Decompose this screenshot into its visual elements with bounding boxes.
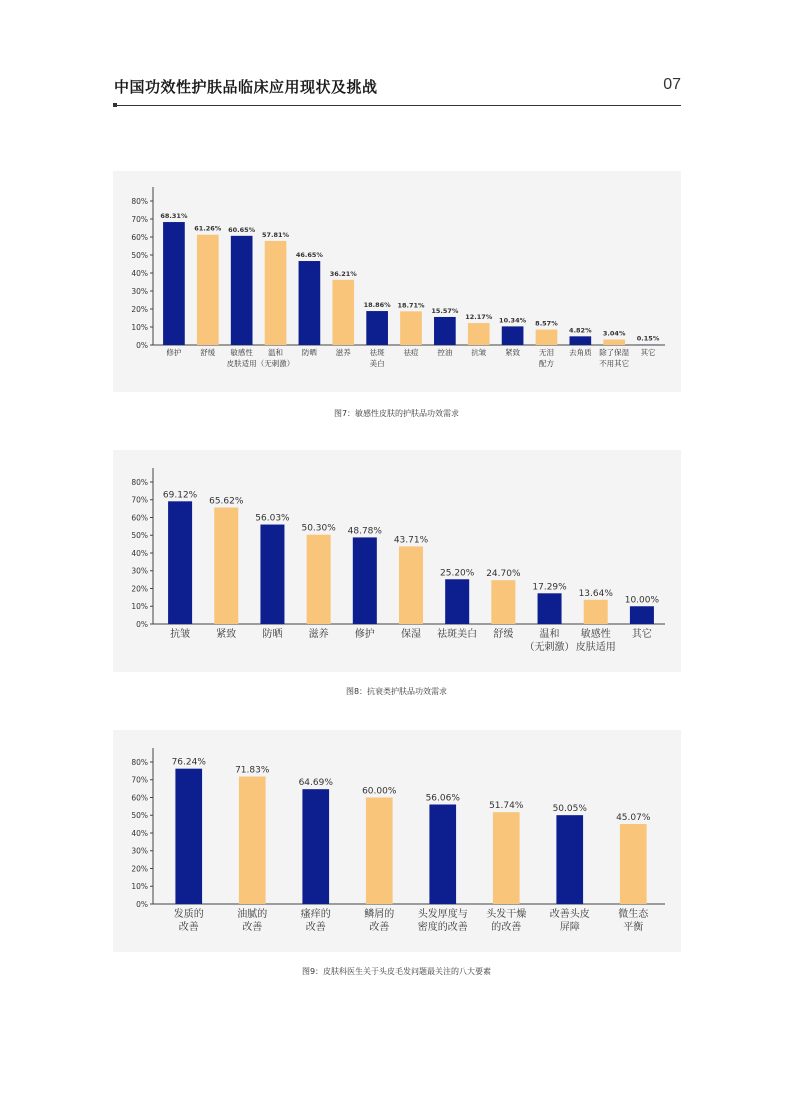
y-tick-label: 10% [131,602,148,612]
y-tick-label: 40% [131,548,148,558]
header-rule-dot [113,103,117,107]
data-label: 24.70% [486,569,521,580]
page-title: 中国功效性护肤品临床应用现状及挑战 [114,78,378,96]
y-tick-label: 0% [136,899,148,909]
category-label: 修护 [354,629,375,640]
data-label: 12.17% [465,313,493,322]
y-tick-label: 40% [131,268,148,278]
y-tick-label: 80% [131,477,148,487]
bar [630,606,654,624]
category-label: 鳞屑的 [364,909,395,920]
category-label: 改善 [369,922,390,933]
data-label: 48.78% [347,526,382,537]
data-label: 15.57% [431,306,459,315]
category-label: 祛斑美白 [437,629,478,640]
bar-chart-fig8 [113,450,681,672]
chart-panel-fig7 [113,171,681,392]
category-label: 其它 [631,629,652,640]
data-label: 51.74% [489,801,524,812]
data-label: 17.29% [532,582,567,593]
y-tick-label: 30% [131,566,148,576]
data-label: 10.34% [499,316,527,325]
bar [429,804,456,904]
data-label: 4.82% [569,326,592,335]
category-label: 头发厚度与 [417,909,468,920]
category-label: 改善 [305,922,326,933]
y-tick-label: 80% [131,196,148,206]
y-tick-label: 70% [131,214,148,224]
category-label: 密度的改善 [417,922,468,933]
data-label: 13.64% [578,588,613,599]
bar [163,222,185,345]
bar [400,311,422,345]
category-label: 无泪 [538,348,554,357]
y-tick-label: 10% [131,322,148,332]
data-label: 18.71% [397,301,425,310]
y-tick-label: 80% [131,757,148,767]
category-label: 头发干燥 [486,909,527,920]
bar [231,236,253,345]
data-label: 57.81% [261,230,290,239]
bar [569,336,591,345]
category-label: 紧致 [505,348,521,357]
caption-fig9: 图9：皮肤科医生关于头皮毛发问题最关注的八大要素 [301,967,492,976]
caption-fig7: 图7：敏感性皮肤的护肤品功效需求 [333,409,460,418]
data-label: 25.20% [440,568,475,579]
bar [168,501,192,624]
category-label: 控油 [437,348,453,357]
category-label: 防晒 [301,348,317,357]
category-label: 保湿 [401,629,421,640]
bar [265,241,287,345]
bar [434,317,456,345]
y-tick-label: 60% [131,793,148,803]
page-header [114,72,681,108]
category-label: 滋养 [308,629,329,640]
bar-chart-fig7 [113,171,681,392]
bar [584,600,608,624]
category-label: 温和 [539,629,560,640]
caption-fig8: 图8：抗衰类护肤品功效需求 [345,687,448,696]
category-label: 不用其它 [599,359,630,368]
y-tick-label: 30% [131,846,148,856]
data-label: 46.65% [295,251,323,260]
bar [556,815,583,904]
bar [620,824,647,904]
category-label: 改善 [178,922,199,933]
y-tick-label: 20% [131,864,148,874]
bar [366,311,388,345]
bar [307,535,331,624]
data-label: 68.31% [160,212,188,221]
bar [175,769,202,904]
category-label: 温和 [268,348,284,357]
data-label: 76.24% [171,757,206,768]
bar [502,326,524,345]
y-tick-label: 50% [131,250,148,260]
y-tick-label: 70% [131,775,148,785]
category-label: 发质的 [173,909,204,920]
bar [445,579,469,624]
category-label: 改善 [242,922,263,933]
bar [468,323,490,345]
category-label: 敏感性 [230,348,253,357]
category-label: 瘙痒的 [300,909,331,920]
bar [260,525,284,624]
category-label: 其它 [640,348,656,357]
y-tick-label: 70% [131,495,148,505]
category-label: 修护 [166,348,182,357]
category-label: 油腻的 [237,909,268,920]
bar [299,261,321,345]
data-label: 8.57% [535,319,558,328]
y-tick-label: 0% [136,340,148,350]
y-tick-label: 50% [131,811,148,821]
y-tick-label: 0% [136,619,148,629]
data-label: 56.06% [425,793,460,804]
data-label: 10.00% [624,595,660,606]
category-label: 祛斑 [369,348,385,357]
data-label: 36.21% [329,269,357,278]
page-number: 07 [663,76,681,93]
category-label: 改善头皮 [549,909,590,920]
bar-chart-fig9 [113,730,681,952]
category-label: 平衡 [623,922,644,933]
data-label: 56.03% [255,513,290,524]
category-label: （无刺激） [524,642,575,653]
data-label: 64.69% [298,778,333,789]
data-label: 69.12% [162,490,198,501]
data-label: 18.86% [363,301,391,310]
category-label: 抗皱 [471,348,487,357]
category-label: 防晒 [262,629,283,640]
bar [493,812,520,904]
category-label: 滋养 [335,348,351,357]
bar [353,537,377,624]
bar [197,235,219,345]
category-label: 舒缓 [200,348,216,357]
bar [538,593,562,624]
category-label: （无刺激） [256,359,295,368]
data-label: 61.26% [194,224,222,233]
chart-panel-fig9 [113,730,681,952]
category-label: 美白 [369,359,385,368]
category-label: 抗皱 [170,629,191,640]
bar [239,777,266,904]
y-tick-label: 60% [131,232,148,242]
bar [491,580,515,624]
category-label: 敏感性 [580,629,611,640]
bar [366,798,393,905]
category-label: 舒缓 [493,629,514,640]
bar [214,508,238,624]
bar [302,789,329,904]
data-label: 65.62% [209,496,244,507]
y-tick-label: 30% [131,286,148,296]
data-label: 43.71% [393,535,429,546]
data-label: 71.83% [235,765,270,776]
header-rule [114,105,681,106]
category-label: 配方 [538,359,554,368]
category-label: 的改善 [491,922,522,933]
bar [399,546,423,624]
data-label: 50.05% [552,804,587,815]
data-label: 45.07% [616,813,651,824]
y-tick-label: 50% [131,531,148,541]
category-label: 皮肤适用 [575,642,616,653]
bar [536,330,558,345]
y-tick-label: 40% [131,828,148,838]
category-label: 微生态 [618,909,649,920]
chart-panel-fig8 [113,450,681,672]
y-tick-label: 20% [131,584,148,594]
category-label: 皮肤适用 [226,359,257,368]
category-label: 祛痘 [403,348,419,357]
data-label: 60.00% [362,786,397,797]
data-label: 0.15% [636,334,660,343]
bar [603,340,625,345]
category-label: 除了保湿 [599,348,630,357]
data-label: 60.65% [228,225,256,234]
data-label: 3.04% [602,329,626,338]
category-label: 屏障 [559,922,580,933]
data-label: 50.30% [301,523,336,534]
bar [332,280,354,345]
y-tick-label: 60% [131,513,148,523]
y-tick-label: 20% [131,304,148,314]
category-label: 紧致 [216,629,237,640]
y-tick-label: 10% [131,882,148,892]
category-label: 去角质 [569,348,592,357]
